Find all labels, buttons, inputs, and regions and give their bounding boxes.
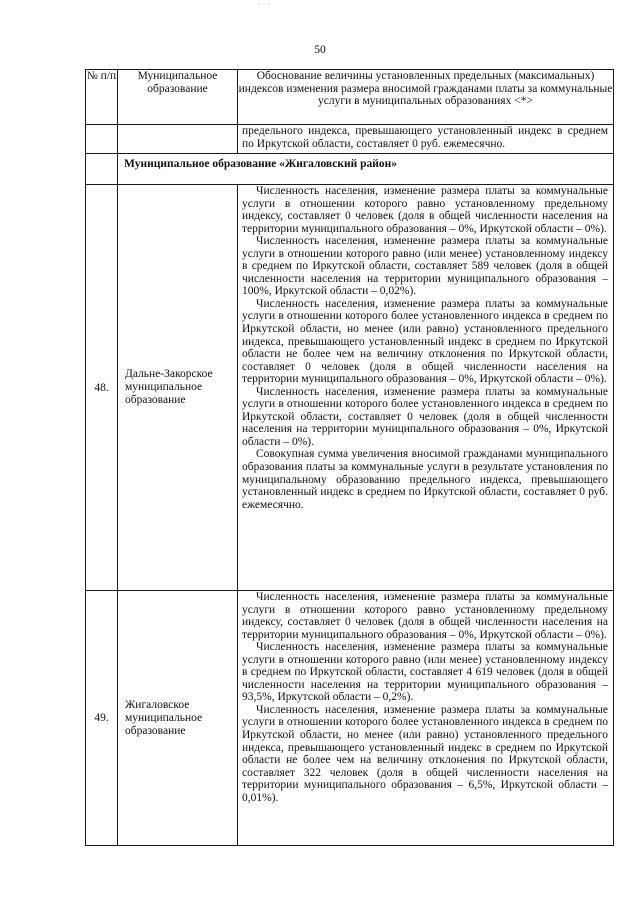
table-row [86, 185, 614, 591]
scan-artifact: · · · [258, 0, 270, 9]
page-number: 50 [314, 44, 326, 56]
district-row [86, 154, 614, 185]
paragraph: Численность населения, изменение размера платы за коммунальные услуги в отношении которого более установленного индекса в среднем по Иркутской области, но менее (или равно) установленного предельного индекса, превышающего установленный индекс в среднем по Иркутской области не более чем на величину отклонения по Иркутской области, составляет 322 человек (доля в общей численности населения на территории муниципального образования – 6,5%, Иркутской области – 0,01%). [242, 703, 608, 804]
paragraph: Численность населения, изменение размера платы за коммунальные услуги в отношении которого равно (или менее) установленному индексу в среднем по Иркутской области, составляет 4 619 человек (доля в общей численности населения на территории муниципального образования – 93,5%, Иркутской области – 0,2%). [242, 641, 608, 704]
paragraph: Численность населения, изменение размера платы за коммунальные услуги в отношении которого равно установленному предельному индексу, составляет 0 человек (доля в общей численности населения на территории муниципального образования – 0%, Иркутской области – 0%). [242, 591, 608, 641]
district-title-cell [118, 154, 614, 185]
header-municipality: Муниципальное образование [118, 70, 238, 125]
table-row [86, 591, 614, 846]
row-municipality: Жигаловское муниципальное образование [118, 591, 238, 846]
district-num-cell [86, 154, 118, 185]
row-municipality: Дальне-Закорское муниципальное образование [118, 185, 238, 591]
row-number: 48. [86, 185, 118, 591]
data-table [85, 69, 614, 846]
header-justification: Обоснование величины установленных предельных (максимальных) индексов изменения размера вносимой гражданами платы за коммунальные услуги в муниципальных образованиях <*> [238, 70, 614, 125]
continuation-num-cell [86, 125, 118, 154]
row-number: 49. [86, 591, 118, 846]
continuation-text-cell [238, 125, 614, 154]
paragraph: Численность населения, изменение размера платы за коммунальные услуги в отношении которого равно (или менее) установленному индексу в среднем по Иркутской области, составляет 589 человек (доля в общей численности населения на территории муниципального образования – 100%, Иркутской области – 0,02%). [242, 235, 608, 298]
paragraph: Численность населения, изменение размера платы за коммунальные услуги в отношении которого равно установленному предельному индексу, составляет 0 человек (доля в общей численности населения на территории муниципального образования – 0%, Иркутской области – 0%). [242, 185, 608, 235]
continuation-mun-cell [118, 125, 238, 154]
paragraph: Численность населения, изменение размера платы за коммунальные услуги в отношении которого более установленного индекса в среднем по Иркутской области, но менее (или равно) установленного предельного индекса, превышающего установленный индекс в среднем по Иркутской области не более чем на величину отклонения по Иркутской области, составляет 0 человек (доля в общей численности населения на территории муниципального образования – 0%, Иркутской области – 0%). [242, 297, 608, 386]
continuation-row [86, 125, 614, 154]
row-justification [238, 185, 614, 591]
paragraph: Совокупная сумма увеличения вносимой гражданами муниципального образования платы за коммунальные услуги в результате установления по муниципальному образованию предельного индекса, превышающего установленный индекс в среднем по Иркутской области, составляет 0 руб. ежемесячно. [242, 448, 608, 511]
continuation-text: предельного индекса, превышающего установленный индекс в среднем по Иркутской области, составляет 0 руб. ежемесячно. [242, 125, 608, 150]
table-header-row [86, 70, 614, 125]
district-title: Муниципальное образование «Жигаловский район» [124, 158, 398, 170]
row-justification [238, 591, 614, 846]
paragraph: Численность населения, изменение размера платы за коммунальные услуги в отношении которого более установленного индекса в среднем по Иркутской области, составляет 0 человек (доля в общей численности населения на территории муниципального образования – 0%, Иркутской области – 0%). [242, 385, 608, 448]
header-number: № п/п [86, 70, 118, 125]
